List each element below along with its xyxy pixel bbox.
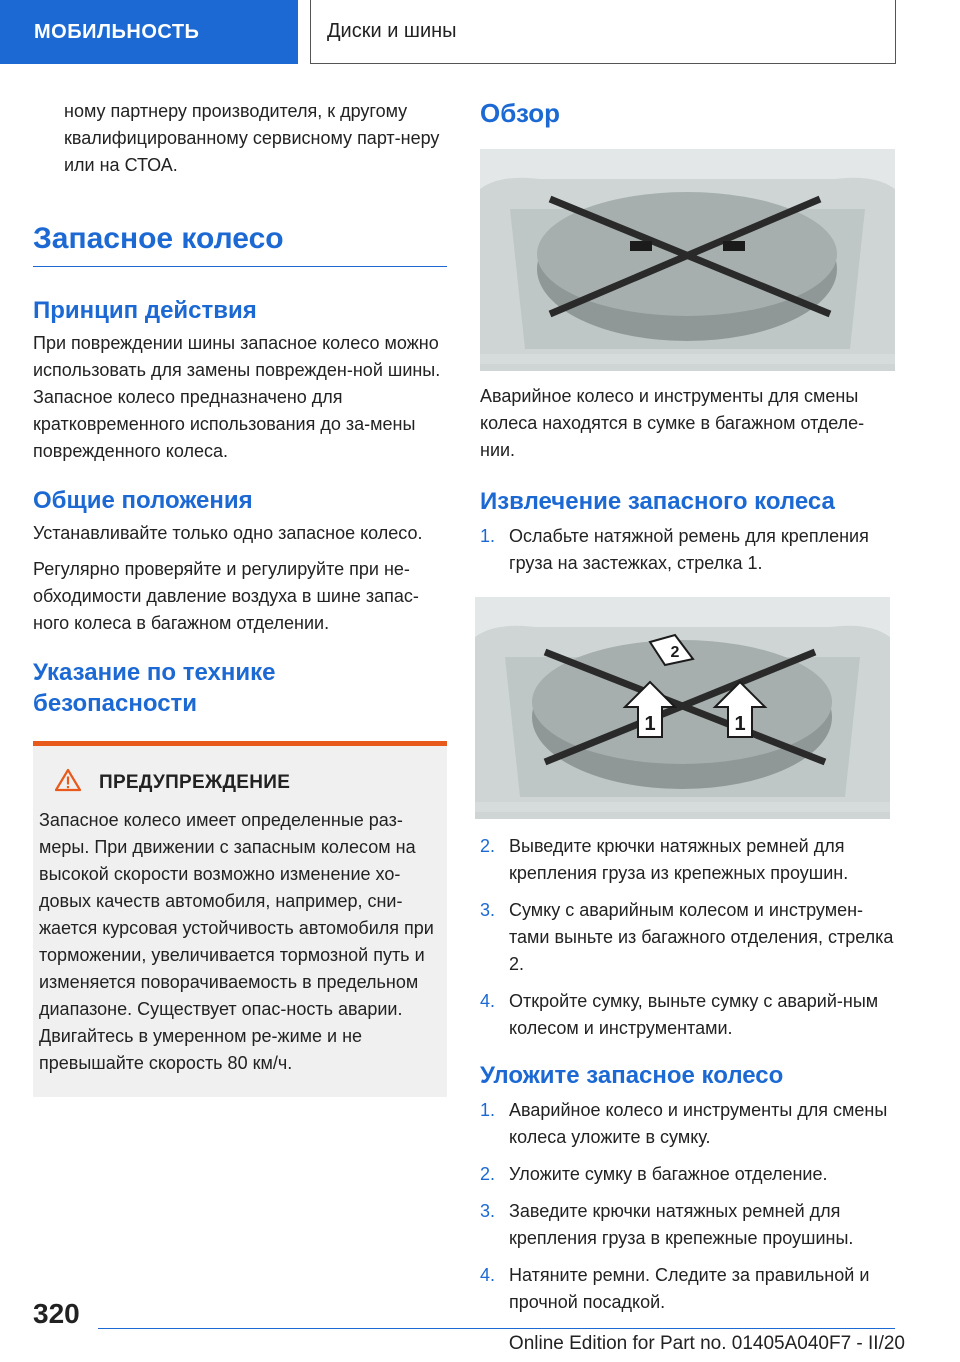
left-column	[33, 98, 447, 1097]
step-number: 2.	[480, 1164, 496, 1184]
step-number: 3.	[480, 1201, 496, 1221]
stow-step	[480, 1262, 895, 1316]
step-number: 2.	[480, 836, 496, 856]
footer-rule	[98, 1328, 895, 1329]
warning-header	[39, 768, 437, 797]
step-text: Натяните ремни. Следите за правильной и прочной посадкой.	[509, 1265, 870, 1312]
right-column	[480, 98, 895, 1316]
section-tab: МОБИЛЬНОСТЬ	[0, 0, 298, 64]
step-number: 1.	[480, 1100, 496, 1120]
general-text-2: Регулярно проверяйте и регулируйте при не-обходимости давление воздуха в шине запас-ного колеса в багажном отделении.	[33, 559, 419, 633]
removal-step	[480, 988, 895, 1042]
step-text: Ослабьте натяжной ремень для крепления груза на застежках, стрелка 1.	[509, 526, 869, 573]
overview-caption: Аварийное колесо и инструменты для смены колеса находятся в сумке в багажном отделе-нии.	[480, 386, 865, 460]
step-number: 4.	[480, 991, 496, 1011]
arrow-label-2: 2	[670, 644, 680, 661]
removal-step	[480, 833, 895, 887]
step-text: Аварийное колесо и инструменты для смены колеса уложите в сумку.	[509, 1100, 888, 1147]
arrow-label-1a: 1	[644, 713, 656, 735]
step-text: Заведите крючки натяжных ремней для крепления груза в крепежные проушины.	[509, 1201, 854, 1248]
step-number: 4.	[480, 1265, 496, 1285]
step-text: Сумку с аварийным колесом и инструмен-тами выньте из багажного отделения, стрелка 2.	[509, 900, 894, 974]
heading-stow: Уложите запасное колесо	[480, 1062, 784, 1089]
heading-overview: Обзор	[480, 98, 560, 128]
footer-edition: Online Edition for Part no. 01405A040F7 - II/20	[508, 1333, 905, 1354]
trunk-overview-image	[480, 149, 895, 371]
removal-step	[480, 523, 895, 577]
principle-text: При повреждении шины запасное колесо можно использовать для замены поврежден-ной шины. Запасное колесо предназначено для кратковременного использования до за-мены поврежденного колеса.	[33, 333, 441, 461]
heading-general: Общие положения	[33, 487, 253, 514]
section-heading-spare-wheel: Запасное колесо	[33, 222, 284, 255]
stow-step	[480, 1198, 895, 1252]
step-text: Уложите сумку в багажное отделение.	[509, 1164, 828, 1184]
step-text: Выведите крючки натяжных ремней для крепления груза из крепежных проушин.	[509, 836, 849, 883]
step-text: Откройте сумку, выньте сумку с аварий-ным колесом и инструментами.	[509, 991, 879, 1038]
trunk-removal-image	[475, 597, 890, 819]
chapter-title: Диски и шины	[310, 0, 896, 64]
general-text-1: Устанавливайте только одно запасное колесо.	[33, 523, 423, 543]
warning-title: ПРЕДУПРЕЖДЕНИЕ	[99, 771, 291, 793]
arrow-label-1b: 1	[734, 713, 746, 735]
heading-safety-line2: безопасности	[33, 690, 198, 717]
continued-text: ному партнеру производителя, к другому квалифицированному сервисному парт-неру или на СТОА.	[64, 101, 440, 175]
heading-removal: Извлечение запасного колеса	[480, 488, 835, 515]
warning-box	[33, 741, 447, 1097]
step-number: 1.	[480, 526, 496, 546]
page-number: 320	[33, 1298, 80, 1329]
heading-safety-line1: Указание по технике	[33, 659, 276, 686]
stow-step	[480, 1097, 895, 1151]
removal-step	[480, 897, 895, 978]
heading-principle: Принцип действия	[33, 297, 257, 324]
stow-step	[480, 1161, 895, 1188]
step-number: 3.	[480, 900, 496, 920]
warning-text: Запасное колесо имеет определенные раз-меры. При движении с запасным колесом на высокой скорости возможно изменение хо-довых качеств автомобиля, например, сни-жается курсовая устойчивость автомобиля при торможении, увеличивается тормозной путь и изменяется поворачиваемость в предельном диапазоне. Существует опас-ность аварии. Двигайтесь в умеренном ре-жиме и не превышайте скорость 80 км/ч.	[39, 810, 434, 1073]
warning-triangle-icon	[55, 768, 81, 797]
